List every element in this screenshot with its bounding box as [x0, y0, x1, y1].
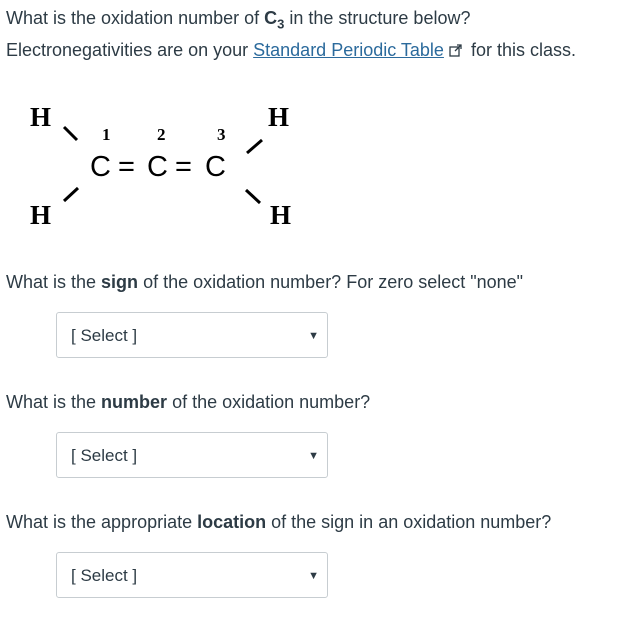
triangle-down-icon: ▼ — [308, 330, 319, 342]
triangle-down-icon: ▼ — [308, 450, 319, 462]
number-select[interactable] — [56, 432, 328, 478]
periodic-table-link[interactable]: Standard Periodic Table — [253, 40, 444, 60]
carbon-number-2: 2 — [157, 125, 166, 144]
bond-h-bottom-right — [246, 190, 260, 203]
carbon-letter: C — [264, 8, 278, 28]
hydrogen-top-right: H — [268, 102, 290, 132]
sign-keyword: sign — [101, 272, 139, 292]
location-question-text: What is the appropriate — [6, 512, 198, 532]
sign-select[interactable] — [56, 312, 328, 358]
location-select[interactable] — [56, 552, 328, 598]
carbon-1: C — [90, 151, 111, 183]
sign-question — [6, 272, 523, 293]
question-text-suffix: in the structure below? — [284, 8, 471, 28]
bond-h-bottom-left — [64, 188, 78, 201]
double-bond-1: = — [118, 151, 135, 183]
number-question-text: What is the — [6, 392, 102, 412]
location-select-value: [ Select ] — [71, 566, 138, 585]
carbon-number-1: 1 — [102, 125, 111, 144]
question-line-2 — [6, 40, 576, 62]
bond-h-top-right — [247, 140, 262, 153]
carbon-subscript: 3 — [277, 16, 285, 32]
question-line-1 — [6, 8, 470, 32]
location-question — [6, 512, 551, 533]
sign-question-rest: of the oxidation number? For zero select "none" — [138, 272, 524, 292]
number-select-value: [ Select ] — [71, 446, 138, 465]
sign-select-value: [ Select ] — [71, 326, 138, 345]
bond-h-top-left — [64, 127, 77, 140]
question-text: What is the oxidation number of — [6, 8, 265, 28]
external-link-icon[interactable] — [449, 41, 462, 62]
hydrogen-bottom-left: H — [30, 200, 52, 230]
location-keyword: location — [197, 512, 267, 532]
location-question-rest: of the sign in an oxidation number? — [266, 512, 552, 532]
number-question-rest: of the oxidation number? — [167, 392, 371, 412]
hydrogen-top-left: H — [30, 102, 52, 132]
carbon-3: C — [205, 151, 226, 183]
number-question — [6, 392, 370, 413]
allene-structure-diagram — [20, 96, 310, 236]
triangle-down-icon: ▼ — [308, 570, 319, 582]
carbon-number-3: 3 — [217, 125, 226, 144]
electronegativity-text: Electronegativities are on your — [6, 40, 254, 60]
hydrogen-bottom-right: H — [270, 200, 292, 230]
number-keyword: number — [101, 392, 168, 412]
carbon-label — [264, 8, 285, 32]
sign-question-text: What is the — [6, 272, 102, 292]
double-bond-2: = — [175, 151, 192, 183]
class-text: for this class. — [465, 40, 576, 60]
carbon-2: C — [147, 151, 168, 183]
